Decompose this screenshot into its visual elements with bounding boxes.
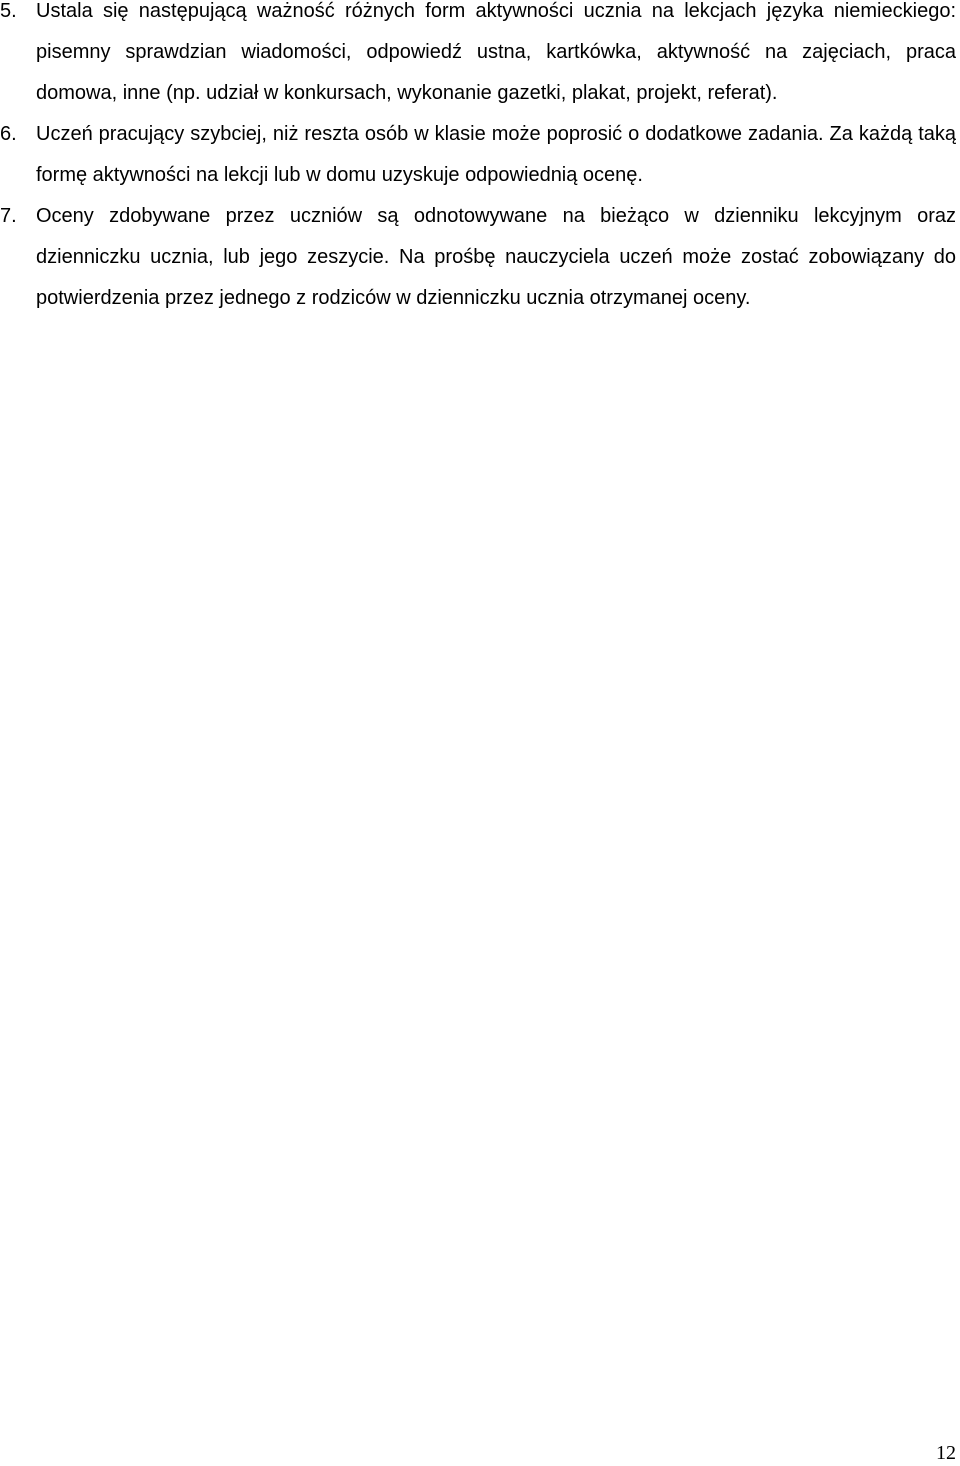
list-item-text: Ustala się następującą ważność różnych form aktywności ucznia na lekcjach języka niemieckiego: pisemny sprawdzian wiadomości, odpowiedź ustna, kartkówka, aktywność na zajęciach, praca domowa, inne (np. udział w konkursach, wykonanie gazetki, plakat, projekt, referat). — [36, 0, 956, 104]
page-number: 12 — [936, 1442, 956, 1464]
list-item — [0, 0, 956, 114]
list-item-text: Oceny zdobywane przez uczniów są odnotowywane na bieżąco w dzienniku lekcyjnym oraz dzienniczku ucznia, lub jego zeszycie. Na prośbę nauczyciela uczeń może zostać zobowiązany do potwierdzenia przez jednego z rodziców w dzienniczku ucznia otrzymanej oceny. — [36, 205, 956, 309]
list-item-number: 5. — [0, 0, 17, 22]
list-item — [0, 196, 956, 319]
list-item-number: 7. — [0, 205, 17, 227]
list-item — [0, 114, 956, 196]
list-item-number: 6. — [0, 123, 17, 145]
document-body — [0, 0, 960, 319]
list-item-text: Uczeń pracujący szybciej, niż reszta osób w klasie może poprosić o dodatkowe zadania. Za każdą taką formę aktywności na lekcji lub w domu uzyskuje odpowiednią ocenę. — [36, 123, 956, 186]
